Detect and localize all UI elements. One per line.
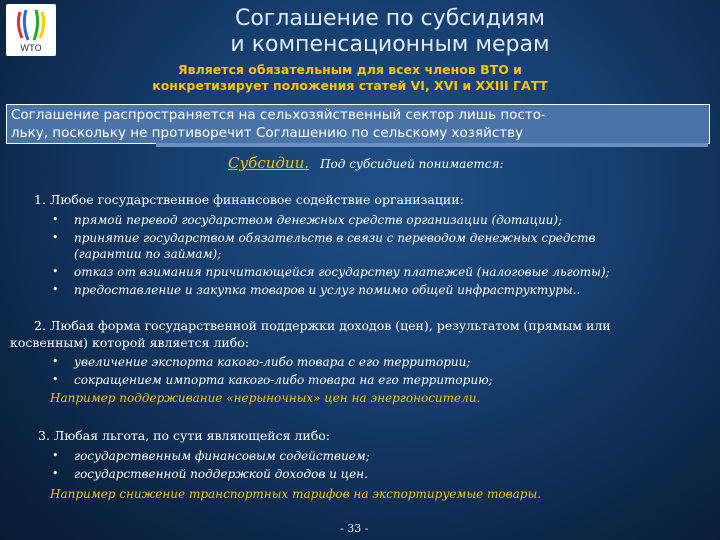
- bullet-icon: •: [52, 231, 59, 244]
- section1-item: предоставление и закупка товаров и услуг помимо общей инфраструктуры..: [74, 283, 581, 297]
- section1-item: прямой перевод государством денежных средств организации (дотации);: [74, 213, 563, 227]
- scope-line-1: Соглашение распространяется на сельхозяйственный сектор лишь посто-: [11, 107, 546, 123]
- section1-item: отказ от взимания причитающейся государству платежей (налоговые льготы);: [74, 265, 610, 279]
- scope-text: [11, 106, 711, 142]
- section2-item: увеличение экспорта какого-либо товара с его территории;: [74, 355, 471, 369]
- bullet-icon: •: [52, 265, 59, 278]
- bullet-icon: •: [52, 355, 59, 368]
- section2-example: Например поддерживание «нерыночных» цен на энергоносители.: [50, 391, 481, 405]
- section2-heading-line-2: косвенным) которой является либо:: [10, 335, 250, 350]
- scope-strip: [156, 143, 708, 147]
- subtitle-line-1: Является обязательным для всех членов ВТО и: [178, 62, 522, 77]
- wto-globe-icon: [6, 4, 56, 56]
- section1-item: принятие государством обязательств в связи с переводом денежных средств: [74, 231, 596, 245]
- scope-box: [6, 104, 710, 144]
- page-number: - 33 -: [340, 522, 369, 535]
- page-title: [150, 6, 630, 58]
- bullet-icon: •: [52, 213, 59, 226]
- section2-item: сокращением импорта какого-либо товара на его территорию;: [74, 373, 493, 387]
- bullet-icon: •: [52, 449, 59, 462]
- subsidies-term: Субсидии.: [228, 154, 309, 172]
- section3-example: Например снижение транспортных тарифов на экспортируемые товары.: [50, 487, 542, 501]
- subtitle-line-2: конкретизирует положения статей VI, XVI и XXIII ГАТТ: [152, 78, 548, 93]
- title-line-2: и компенсационным мерам: [230, 32, 550, 57]
- logo-text: WTO: [20, 44, 42, 54]
- scope-line-2: льку, поскольку не противоречит Соглашению по сельскому хозяйству: [11, 125, 524, 141]
- section3-item: государственной поддержкой доходов и цен.: [74, 467, 368, 481]
- bullet-icon: •: [52, 283, 59, 296]
- subtitle: [120, 62, 580, 94]
- bullet-icon: •: [52, 373, 59, 386]
- section1-heading: 1. Любое государственное финансовое содействие организации:: [34, 192, 464, 207]
- section2-heading-line-1: 2. Любая форма государственной поддержки доходов (цен), результатом (прямым или: [34, 318, 611, 333]
- section1-item-continuation: (гарантии по займам);: [74, 247, 222, 261]
- section3-heading: 3. Любая льгота, по сути являющейся либо:: [38, 428, 330, 443]
- section3-item: государственным финансовым содействием;: [74, 449, 370, 463]
- bullet-icon: •: [52, 467, 59, 480]
- wto-logo: [6, 4, 56, 56]
- title-line-1: Соглашение по субсидиям: [234, 6, 546, 31]
- subsidies-definition: Под субсидией понимается:: [320, 157, 504, 171]
- subsidies-heading: [228, 153, 504, 172]
